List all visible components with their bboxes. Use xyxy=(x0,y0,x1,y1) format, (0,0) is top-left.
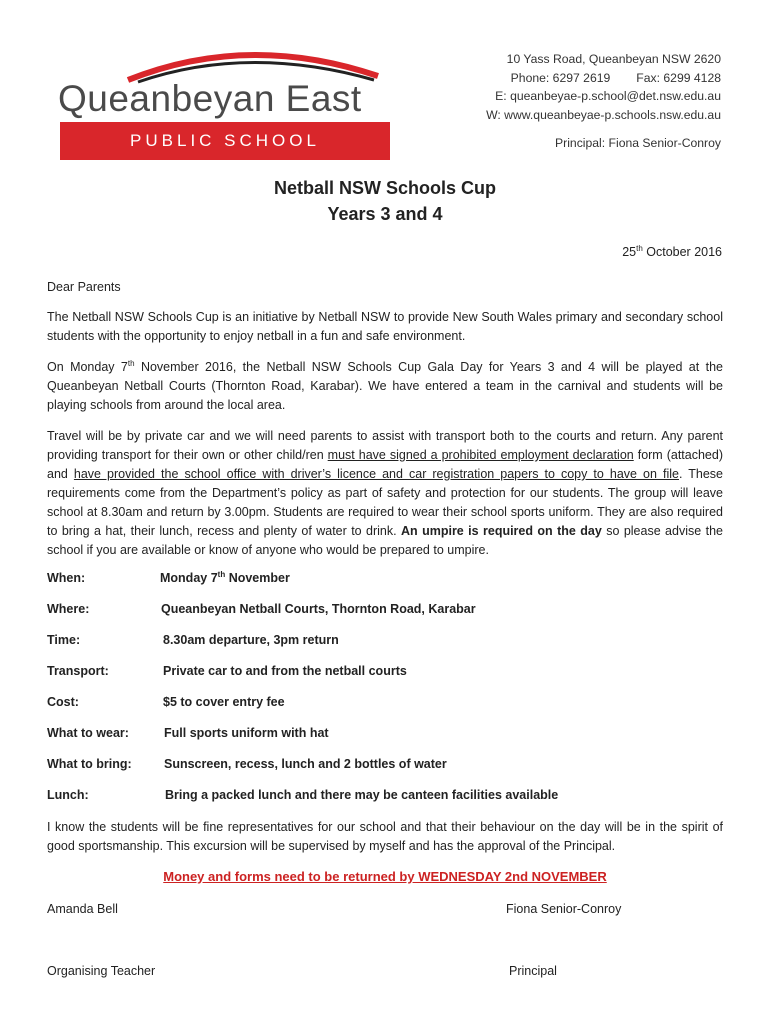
school-name: Queanbeyan East xyxy=(58,78,362,119)
fax: Fax: 6299 4128 xyxy=(636,70,721,85)
page-subtitle: Years 3 and 4 xyxy=(327,204,443,224)
phone-fax-row xyxy=(486,69,721,88)
phone: Phone: 6297 2619 xyxy=(510,70,611,85)
page-title: Netball NSW Schools Cup xyxy=(273,178,496,198)
paragraph-intro: The Netball NSW Schools Cup is an initiative by Netball NSW to provide New South Wales primary and secondary school students with the opportunity to enjoy netball in a fun and safe environment. xyxy=(47,310,723,343)
paragraph-event: On Monday 7th November 2016, the Netball NSW Schools Cup Gala Day for Years 3 and 4 will be played at the Queanbeyan Netball Courts (Thornton Road, Karabar). We have entered a team in the carnival and students will be playing schools from around the local area. xyxy=(47,358,723,412)
paragraph-travel: Travel will be by private car and we will need parents to assist with transport both to the courts and return. Any parent providing transport for their own or other child/ren must have signed a prohibited employment declaration form (attached) and have provided the school office with driver’s licence and car registration papers to copy to have on file. These requirements come from the Department’s policy as part of safety and protection for our students. The group will leave school at 8.30am and return by 3.00pm. Students are required to wear their school sports uniform. They are also required to bring a hat, their lunch, recess and plenty of water to drink. An umpire is required on the day so please advise the school if you are available or know of anyone who would be prepared to umpire. xyxy=(47,429,723,557)
principal-name: Fiona Senior-Conroy xyxy=(506,902,622,916)
salutation: Dear Parents xyxy=(47,280,121,294)
contact-block xyxy=(486,50,721,124)
teacher-name: Amanda Bell xyxy=(47,902,118,916)
letter-page: Queanbeyan East PUBLIC SCHOOL 10 Yass Road, Queanbeyan NSW 2620 Phone: 6297 2619 Fax: 6299 4128 E: queanbeyae-p.school@det.nsw.edu.au W: www.queanbeyae-p.schools.nsw.edu.au Principal: Fiona Senior-Conroy Netball NSW Schools Cup Years 3 and 4 25th October 2016 Dear Parents The Netball NSW Schools Cup is an initiative by Netball NSW to provide New South Wales primary and secondary school students with the opportunity to enjoy netball in a fun and safe environment. On Monday 7th November 2016, the Netball NSW Schools Cup Gala Day for Years 3 and 4 will be played at the Queanbeyan Netball Courts (Thornton Road, Karabar). We have entered a team in the carnival and students will be playing schools from around the local area. Travel will be by private car and we will need parents to assist with transport both to the courts and return. Any parent providing transport for their own or other child/ren must have signed a prohibited employment declaration form (attached) and have provided the school office with driver’s licence and car registration papers to copy to have on file. These requirements come from the Department’s policy as part of safety and protection for our students. The group will leave school at 8.30am and return by 3.00pm. Students are required to wear their school sports uniform. They are also required to bring a hat, their lunch, recess and plenty of water to drink. An umpire is required on the day so please advise the school if you are available or know of anyone who would be prepared to umpire. When: Monday 7th November Where: Queanbeyan Netball Courts, Thornton Road, Karabar Time: 8.30am departure, 3pm return Transport: Private car to and from the netball courts Cost: $5 to cover entry fee What to wear: Full sports uniform with hat What to bring: Sunscreen, recess, lunch and 2 bottles of water Lunch: Bring a packed lunch and there may be canteen facilities available I know the students will be fine representatives for our school and that their behaviour on the day will be in the spirit of good sportsmanship. This excursion will be supervised by myself and has the approval of the Principal. Money and forms need to be returned by WEDNESDAY 2nd NOVEMBER Amanda Bell Fiona Senior-Conroy Organising Teacher Principal xyxy=(0,0,770,1024)
principal-role: Principal xyxy=(509,964,557,978)
paragraph-closing: I know the students will be fine representatives for our school and that their behaviour on the day will be in the spirit of good sportsmanship. This excursion will be supervised by myself and has the approval of the Principal. xyxy=(47,820,723,853)
teacher-role: Organising Teacher xyxy=(47,964,156,978)
website: W: www.queanbeyae-p.schools.nsw.edu.au xyxy=(486,107,721,122)
return-deadline-notice: Money and forms need to be returned by WEDNESDAY 2nd NOVEMBER xyxy=(163,869,607,884)
email: E: queanbeyae-p.school@det.nsw.edu.au xyxy=(495,89,721,103)
letter-date: 25th October 2016 xyxy=(622,243,722,259)
school-type-banner: PUBLIC SCHOOL xyxy=(60,122,390,160)
principal-line: Principal: Fiona Senior-Conroy xyxy=(555,136,721,150)
address: 10 Yass Road, Queanbeyan NSW 2620 xyxy=(506,52,721,66)
school-logo xyxy=(58,36,398,166)
